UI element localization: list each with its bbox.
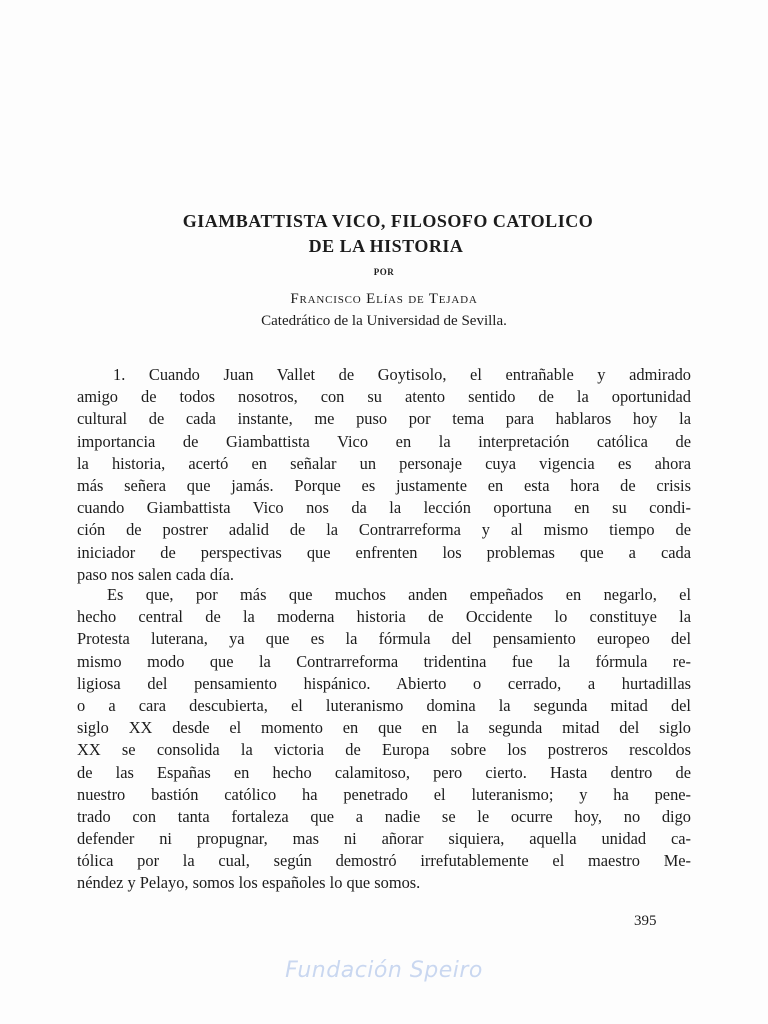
paragraph-line: trado con tanta fortaleza que a nadie se le ocurre hoy, no digo (77, 806, 691, 826)
paragraph-line: hecho central de la moderna historia de Occidente lo constituye la (77, 607, 691, 627)
article-title-line-1: GIAMBATTISTA VICO, FILOSOFO CATOLICO (182, 211, 594, 231)
paragraph-line: 1. Cuando Juan Vallet de Goytisolo, el entrañable y admirado (113, 365, 691, 384)
paragraph-line: siglo XX desde el momento en que en la segunda mitad del siglo (77, 718, 691, 738)
paragraph-line: más señera que jamás. Porque es justamente en esta hora de crisis (77, 475, 691, 495)
byline-por: POR (373, 267, 395, 277)
paragraph-line: Protesta luterana, ya que es la fórmula del pensamiento europeo del (77, 629, 691, 649)
paragraph-line: nuestro bastión católico ha penetrado el luteranismo; y ha pene- (77, 784, 691, 804)
paragraph-1 (77, 364, 691, 586)
author-name: Francisco Elías de Tejada (290, 291, 478, 307)
publisher-watermark: Fundación Speiro (285, 958, 483, 983)
paragraph-line: ción de postrer adalid de la Contrarreforma y al mismo tiempo de (77, 520, 691, 540)
paragraph-line: Es que, por más que muchos anden empeñados en negarlo, el (107, 585, 691, 604)
paragraph-line: cuando Giambattista Vico nos da la lección oportuna en su condi- (77, 498, 691, 518)
paragraph-line: o a cara descubierta, el luteranismo domina la segunda mitad del (77, 695, 691, 715)
paragraph-line: cultural de cada instante, me puso por tema para hablaros hoy la (77, 409, 691, 429)
paragraph-line: ligiosa del pensamiento hispánico. Abierto o cerrado, a hurtadillas (77, 673, 691, 693)
article-title-line-2: DE LA HISTORIA (308, 236, 464, 256)
paragraph-line: la historia, acertó en señalar un personaje cuya vigencia es ahora (77, 453, 691, 473)
paragraph-2 (77, 584, 691, 895)
paragraph-line: iniciador de perspectivas que enfrenten los problemas que a cada (77, 542, 691, 562)
author-affiliation: Catedrático de la Universidad de Sevilla. (261, 313, 507, 329)
paragraph-line: néndez y Pelayo, somos los españoles lo que somos. (77, 873, 421, 893)
paragraph-line: paso nos salen cada día. (77, 564, 235, 584)
paragraph-line: tólica por la cual, según demostró irrefutablemente el maestro Me- (77, 851, 691, 871)
page-number: 395 (634, 913, 657, 929)
paragraph-line: XX se consolida la victoria de Europa sobre los postreros rescoldos (77, 740, 691, 760)
paragraph-line: importancia de Giambattista Vico en la interpretación católica de (77, 431, 691, 451)
paragraph-line: mismo modo que la Contrarreforma tridentina fue la fórmula re- (77, 651, 691, 671)
paragraph-line: amigo de todos nosotros, con su atento sentido de la oportunidad (77, 387, 691, 407)
paragraph-line: defender ni propugnar, mas ni añorar siquiera, aquella unidad ca- (77, 829, 691, 849)
paragraph-line: de las Españas en hecho calamitoso, pero cierto. Hasta dentro de (77, 762, 691, 782)
